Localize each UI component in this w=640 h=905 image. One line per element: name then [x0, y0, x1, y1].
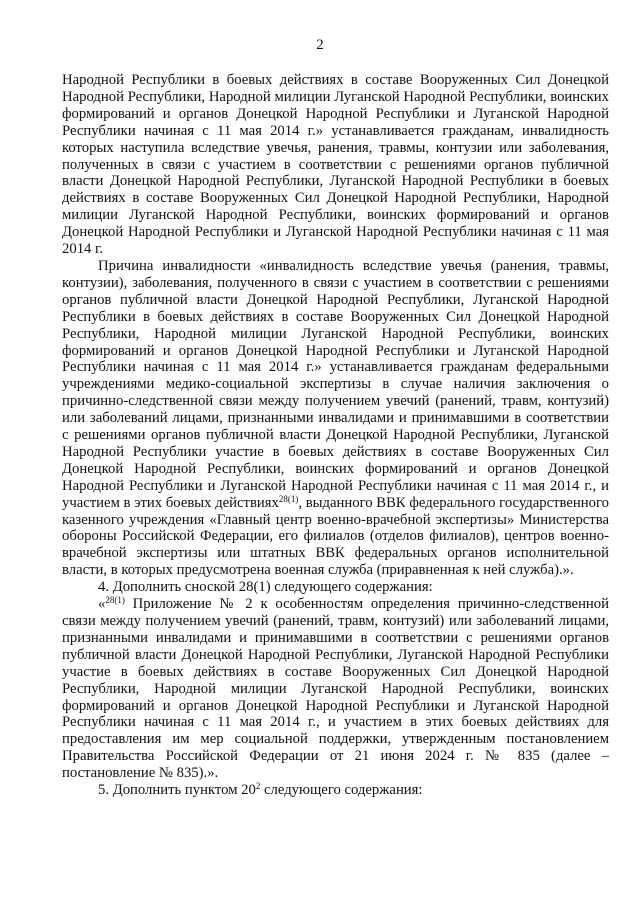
- paragraph-footnote-text: [62, 596, 609, 782]
- paragraph-item-5: [62, 782, 609, 799]
- paragraph-continuation: Народной Республики в боевых действиях в составе Вооруженных Сил Донецкой Народной Республики, Народной милиции Луганской Народной Республики, воинских формирований и органов Донецкой Народной Республики и Луганской Народной Республики начиная с 11 мая 2014 г.» устанавливается гражданам, инвалидность которых наступила вследствие увечья, ранения, травмы, контузии или заболевания, полученных в связи с участием в соответствии с решениями органов публичной власти Донецкой Народной Республики, Луганской Народной Республики в боевых действиях в составе Вооруженных Сил Донецкой Народной Республики, Народной милиции Луганской Народной Республики, воинских формирований и органов Донецкой Народной Республики и Луганской Народной Республики начиная с 11 мая 2014 г.: [62, 72, 609, 258]
- footnote-reference: 28(1): [278, 493, 299, 504]
- paragraph-text: Причина инвалидности «инвалидность вследствие увечья (ранения, травмы, контузии), заболевания, полученного в связи с участием в соответствии с решениями органов публичной власти Донецкой Народной Республики, Луганской Народной Республики в боевых действиях в составе Вооруженных Сил Донецкой Народной Республики, Народной милиции Луганской Народной Республики, воинских формирований и органов Донецкой Народной Республики и Луганской Народной Республики начиная с 11 мая 2014 г.» устанавливается гражданам федеральными учреждениями медико-социальной экспертизы в случае наличия заключения о причинно-следственной связи между получением увечий (ранений, травм, контузий) или заболеваний лицами, признанными инвалидами и принимавшими в соответствии с решениями органов публичной власти Донецкой Народной Республики, Луганской Народной Республики участие в боевых действиях в составе Вооруженных Сил Донецкой Народной Республики, воинских формирований и органов Донецкой Народной Республики и Луганской Народной Республики начиная с 11 мая 2014 г., и участием в этих боевых действиях: [62, 257, 609, 511]
- paragraph-text: «: [98, 596, 106, 613]
- footnote-marker: 28(1): [105, 595, 125, 606]
- paragraph-text: следующего содержания:: [260, 782, 423, 799]
- page-number: 2: [316, 37, 324, 53]
- paragraph-item-4: 4. Дополнить сноской 28(1) следующего содержания:: [98, 579, 433, 596]
- paragraph-text: 5. Дополнить пунктом 20: [98, 782, 256, 799]
- paragraph-disability-cause: [62, 258, 609, 579]
- paragraph-text: , выданного ВВК федерального государственного казенного учреждения «Главный центр военно-врачебной экспертизы» Министерства обороны Российской Федерации, его филиалов (отделов филиалов), центров военно-врачебной экспертизы или штатных ВВК федеральных органов исполнительной власти, в которых предусмотрена военная служба (приравненная к ней служба).».: [62, 494, 609, 579]
- document-body: [62, 72, 609, 799]
- paragraph-text: Приложение № 2 к особенностям определения причинно-следственной связи между получением увечий (ранений, травм, контузий) или заболеваний лицами, признанными инвалидами и принимавшими в соответствии с решениями органов публичной власти Донецкой Народной Республики, Луганской Народной Республики участие в боевых действиях в составе Вооруженных Сил Донецкой Народной Республики, Народной милиции Луганской Народной Республики, воинских формирований и органов Донецкой Народной Республики и Луганской Народной Республики начиная с 11 мая 2014 г., и участием в этих боевых действиях для предоставления им мер социальной поддержки, утвержденным постановлением Правительства Российской Федерации от 21 июня 2024 г. № 835 (далее – постановление № 835).».: [62, 596, 609, 782]
- point-superscript: 2: [255, 781, 261, 792]
